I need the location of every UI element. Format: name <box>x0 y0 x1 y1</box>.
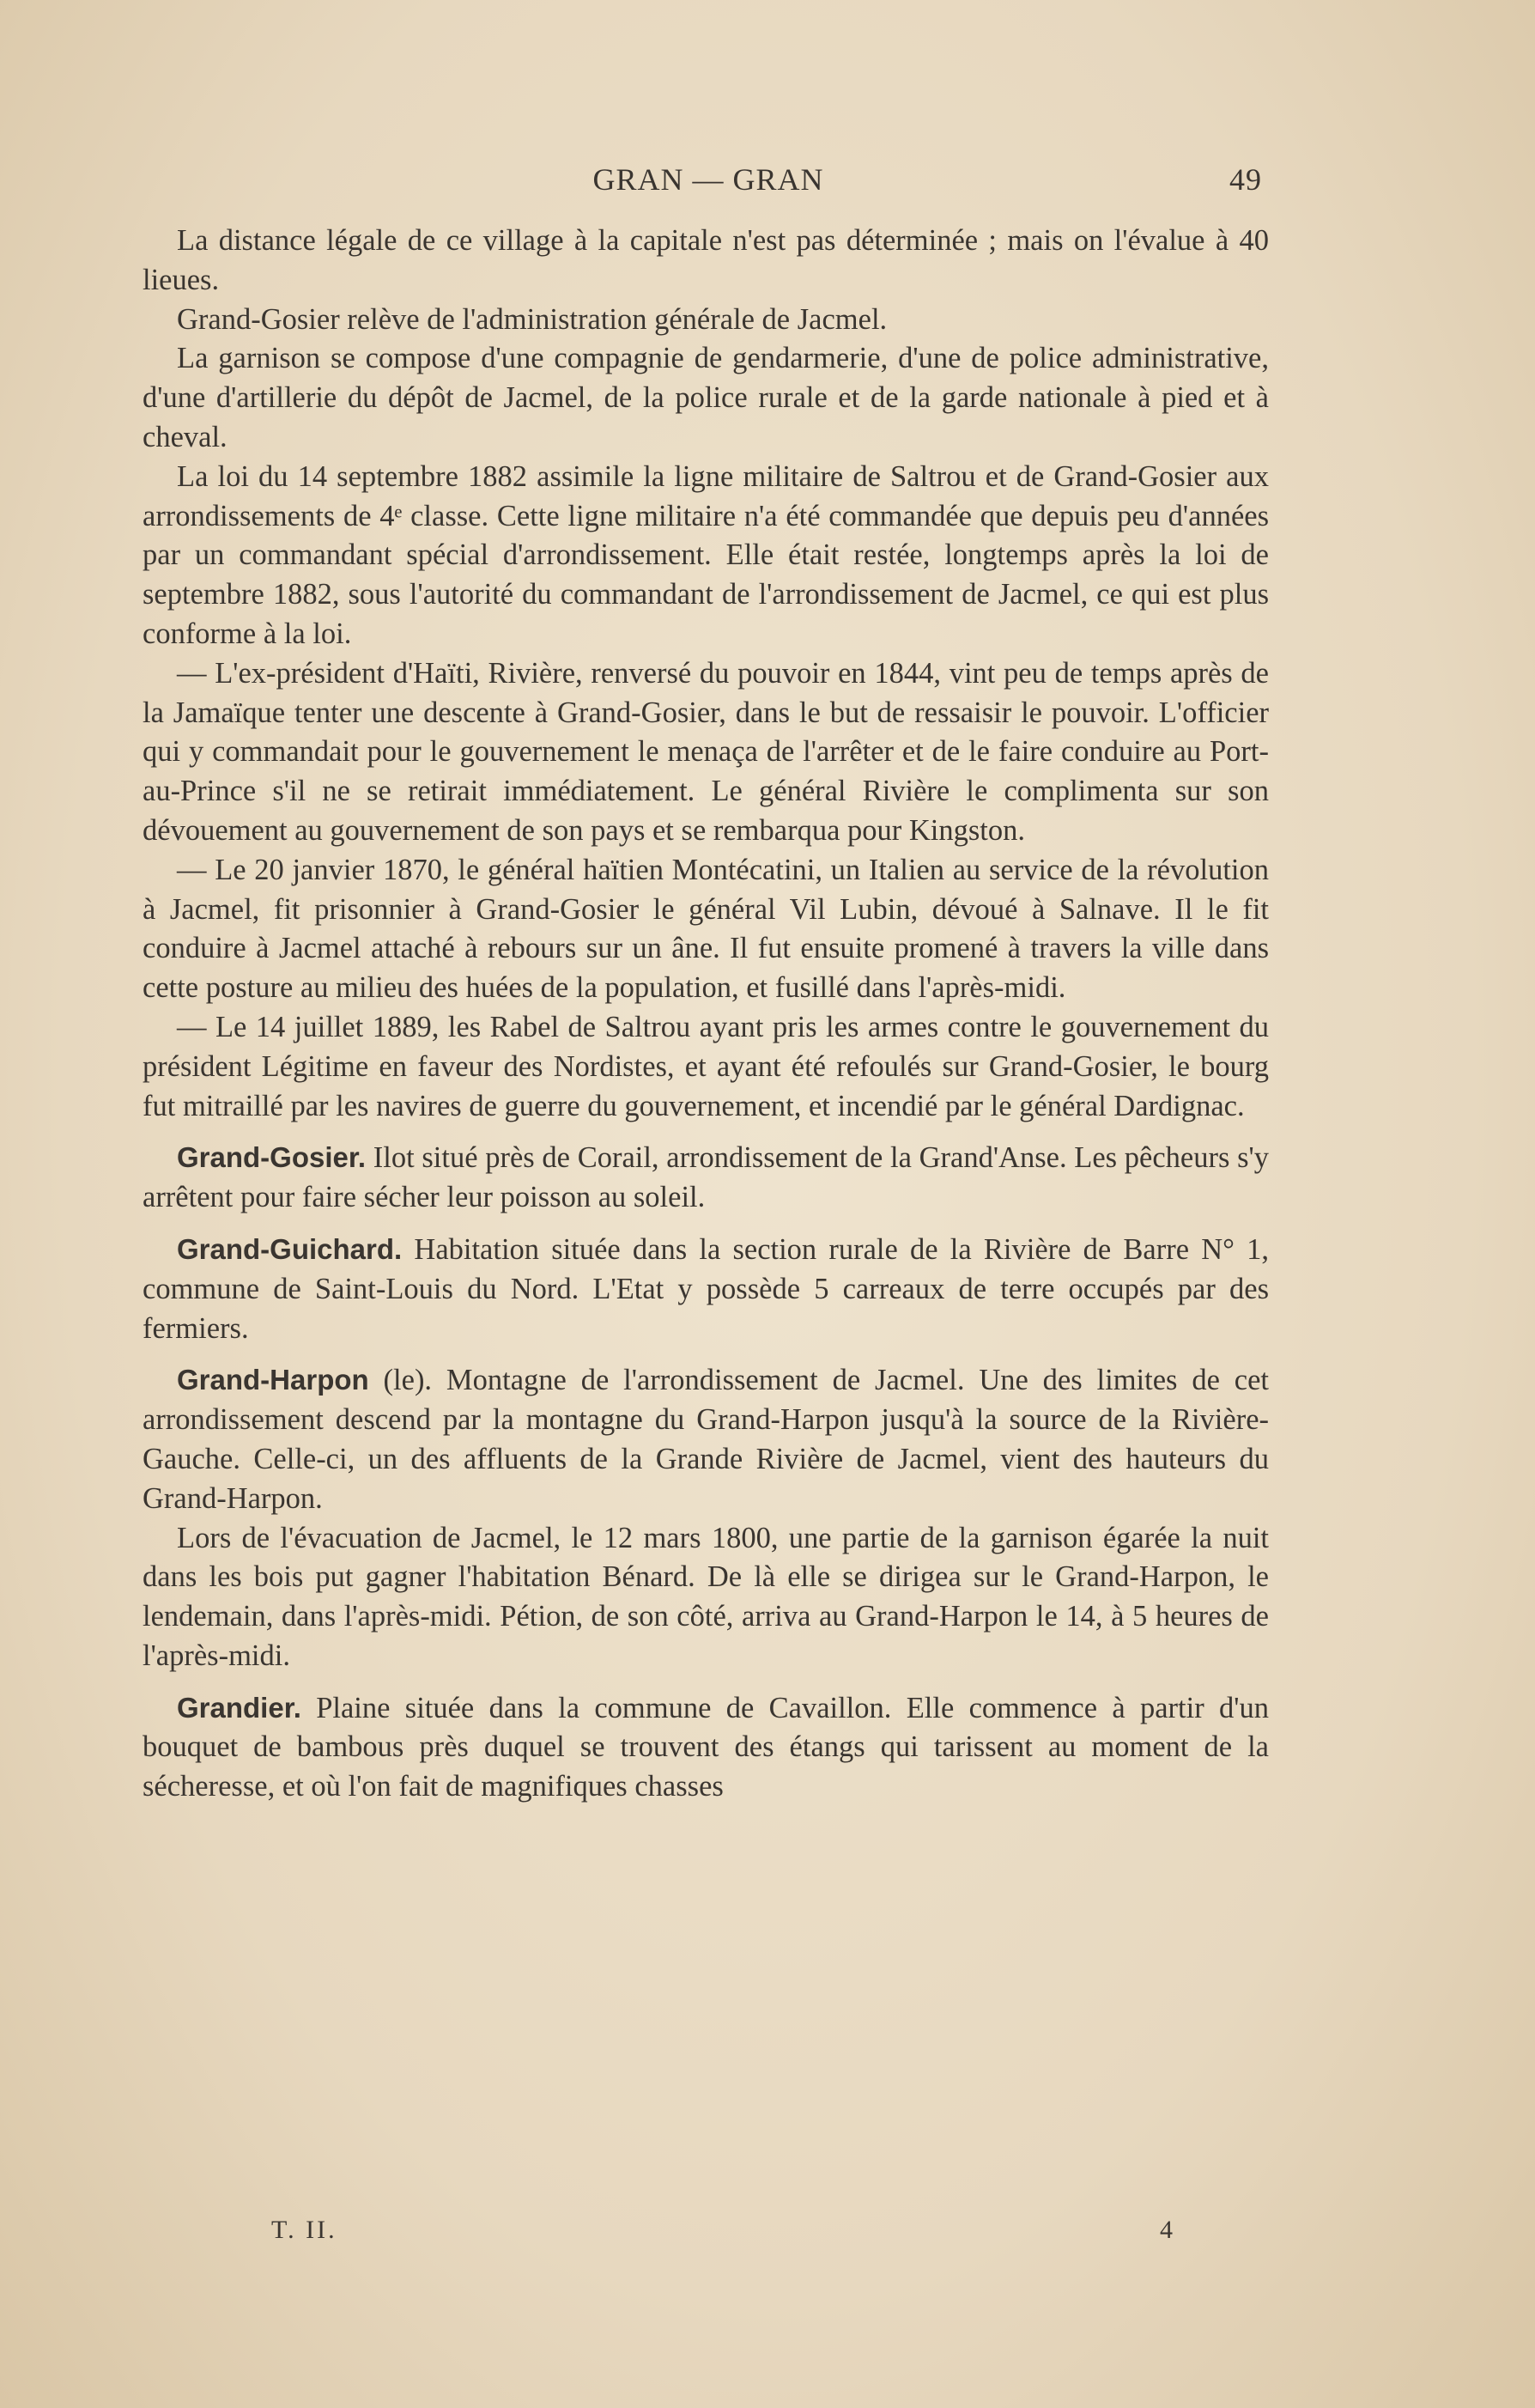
headword: Grandier. <box>177 1691 301 1724</box>
paragraph: La garnison se compose d'une compagnie de gendarmerie, d'une de police administrative, d'une d'artillerie du dépôt de Jacmel, de la police rurale et de la garde nationale à pied et à cheval. <box>143 342 1269 453</box>
headword: Grand-Guichard. <box>177 1232 403 1265</box>
entry-text: Plaine située dans la commune de Cavaillon. Elle commence à partir d'un bouquet de bambous près duquel se trouvent des étangs qui tarissent au moment de la sécheresse, et où l'on fait de magnifiques chasses <box>143 1691 1269 1803</box>
running-head <box>155 161 1262 204</box>
paragraph: — Le 14 juillet 1889, les Rabel de Saltrou ayant pris les armes contre le gouvernement du président Légitime en faveur des Nordistes, et ayant été refoulés sur Grand-Gosier, le bourg fut mitraillé par les navires de guerre du gouvernement, et incendié par le général Dardignac. <box>143 1010 1269 1122</box>
headword: Grand-Harpon <box>177 1364 369 1396</box>
entry-text: (le). Montagne de l'arrondissement de Jacmel. Une des limites de cet arrondissement descend par la montagne du Grand-Harpon jusqu'à la source de la Rivière-Gauche. Celle-ci, un des affluents de la Grande Rivière de Jacmel, vient des hauteurs du Grand-Harpon. <box>143 1364 1269 1515</box>
paragraph: — L'ex-président d'Haïti, Rivière, renversé du pouvoir en 1844, vint peu de temps après de la Jamaïque tenter une descente à Grand-Gosier, dans le but de ressaisir le pouvoir. L'officier qui y commandait pour le gouvernement le menaça de l'arrêter et de le faire conduire au Port-au-Prince s'il ne se retirait immédiatement. Le général Rivière le complimenta sur son dévouement au gouvernement de son pays et se rembarqua pour Kingston. <box>143 656 1269 847</box>
page-number: 49 <box>1229 162 1262 197</box>
entry-text: Ilot situé près de Corail, arrondissement de la Grand'Anse. Les pêcheurs s'y arrêtent pour faire sécher leur poisson au soleil. <box>143 1141 1269 1214</box>
running-title: GRAN — GRAN <box>592 162 824 197</box>
dictionary-entry <box>143 1138 1269 1218</box>
paragraph: La distance légale de ce village à la capitale n'est pas déterminée ; mais on l'évalue à 40 lieues. <box>143 224 1269 296</box>
dictionary-entry <box>143 1230 1269 1348</box>
paragraph: Grand-Gosier relève de l'administration générale de Jacmel. <box>177 302 888 336</box>
dictionary-entry <box>143 1688 1269 1807</box>
paragraph: — Le 20 janvier 1870, le général haïtien Montécatini, un Italien au service de la révolution à Jacmel, fit prisonnier à Grand-Gosier le général Vil Lubin, dévoué à Salnave. Il le fit conduire à Jacmel attaché à rebours sur un âne. Il fut ensuite promené à travers la ville dans cette posture au milieu des huées de la population, et fusillé dans l'après-midi. <box>143 853 1269 1005</box>
body-text <box>143 222 1269 1807</box>
headword: Grand-Gosier. <box>177 1141 367 1174</box>
dictionary-entry <box>143 1360 1269 1518</box>
sheet-number: 4 <box>1160 2216 1173 2244</box>
signature-mark: T. II. <box>271 2216 337 2244</box>
entry-text: Habitation située dans la section rurale de la Rivière de Barre N° 1, commune de Saint-Louis du Nord. L'Etat y possède 5 carreaux de terre occupés par des fermiers. <box>143 1232 1269 1345</box>
paragraph: Lors de l'évacuation de Jacmel, le 12 mars 1800, une partie de la garnison égarée la nuit dans les bois put gagner l'habitation Bénard. De là elle se dirigea sur le Grand-Harpon, le lendemain, dans l'après-midi. Pétion, de son côté, arriva au Grand-Harpon le 14, à 5 heures de l'après-midi. <box>143 1521 1269 1672</box>
paragraph: La loi du 14 septembre 1882 assimile la ligne militaire de Saltrou et de Grand-Gosier aux arrondissements de 4ᵉ classe. Cette ligne militaire n'a été commandée que depuis peu d'années par un commandant spécial d'arrondissement. Elle était restée, longtemps après la loi de septembre 1882, sous l'autorité du commandant de l'arrondissement de Jacmel, ce qui est plus conforme à la loi. <box>143 459 1269 650</box>
